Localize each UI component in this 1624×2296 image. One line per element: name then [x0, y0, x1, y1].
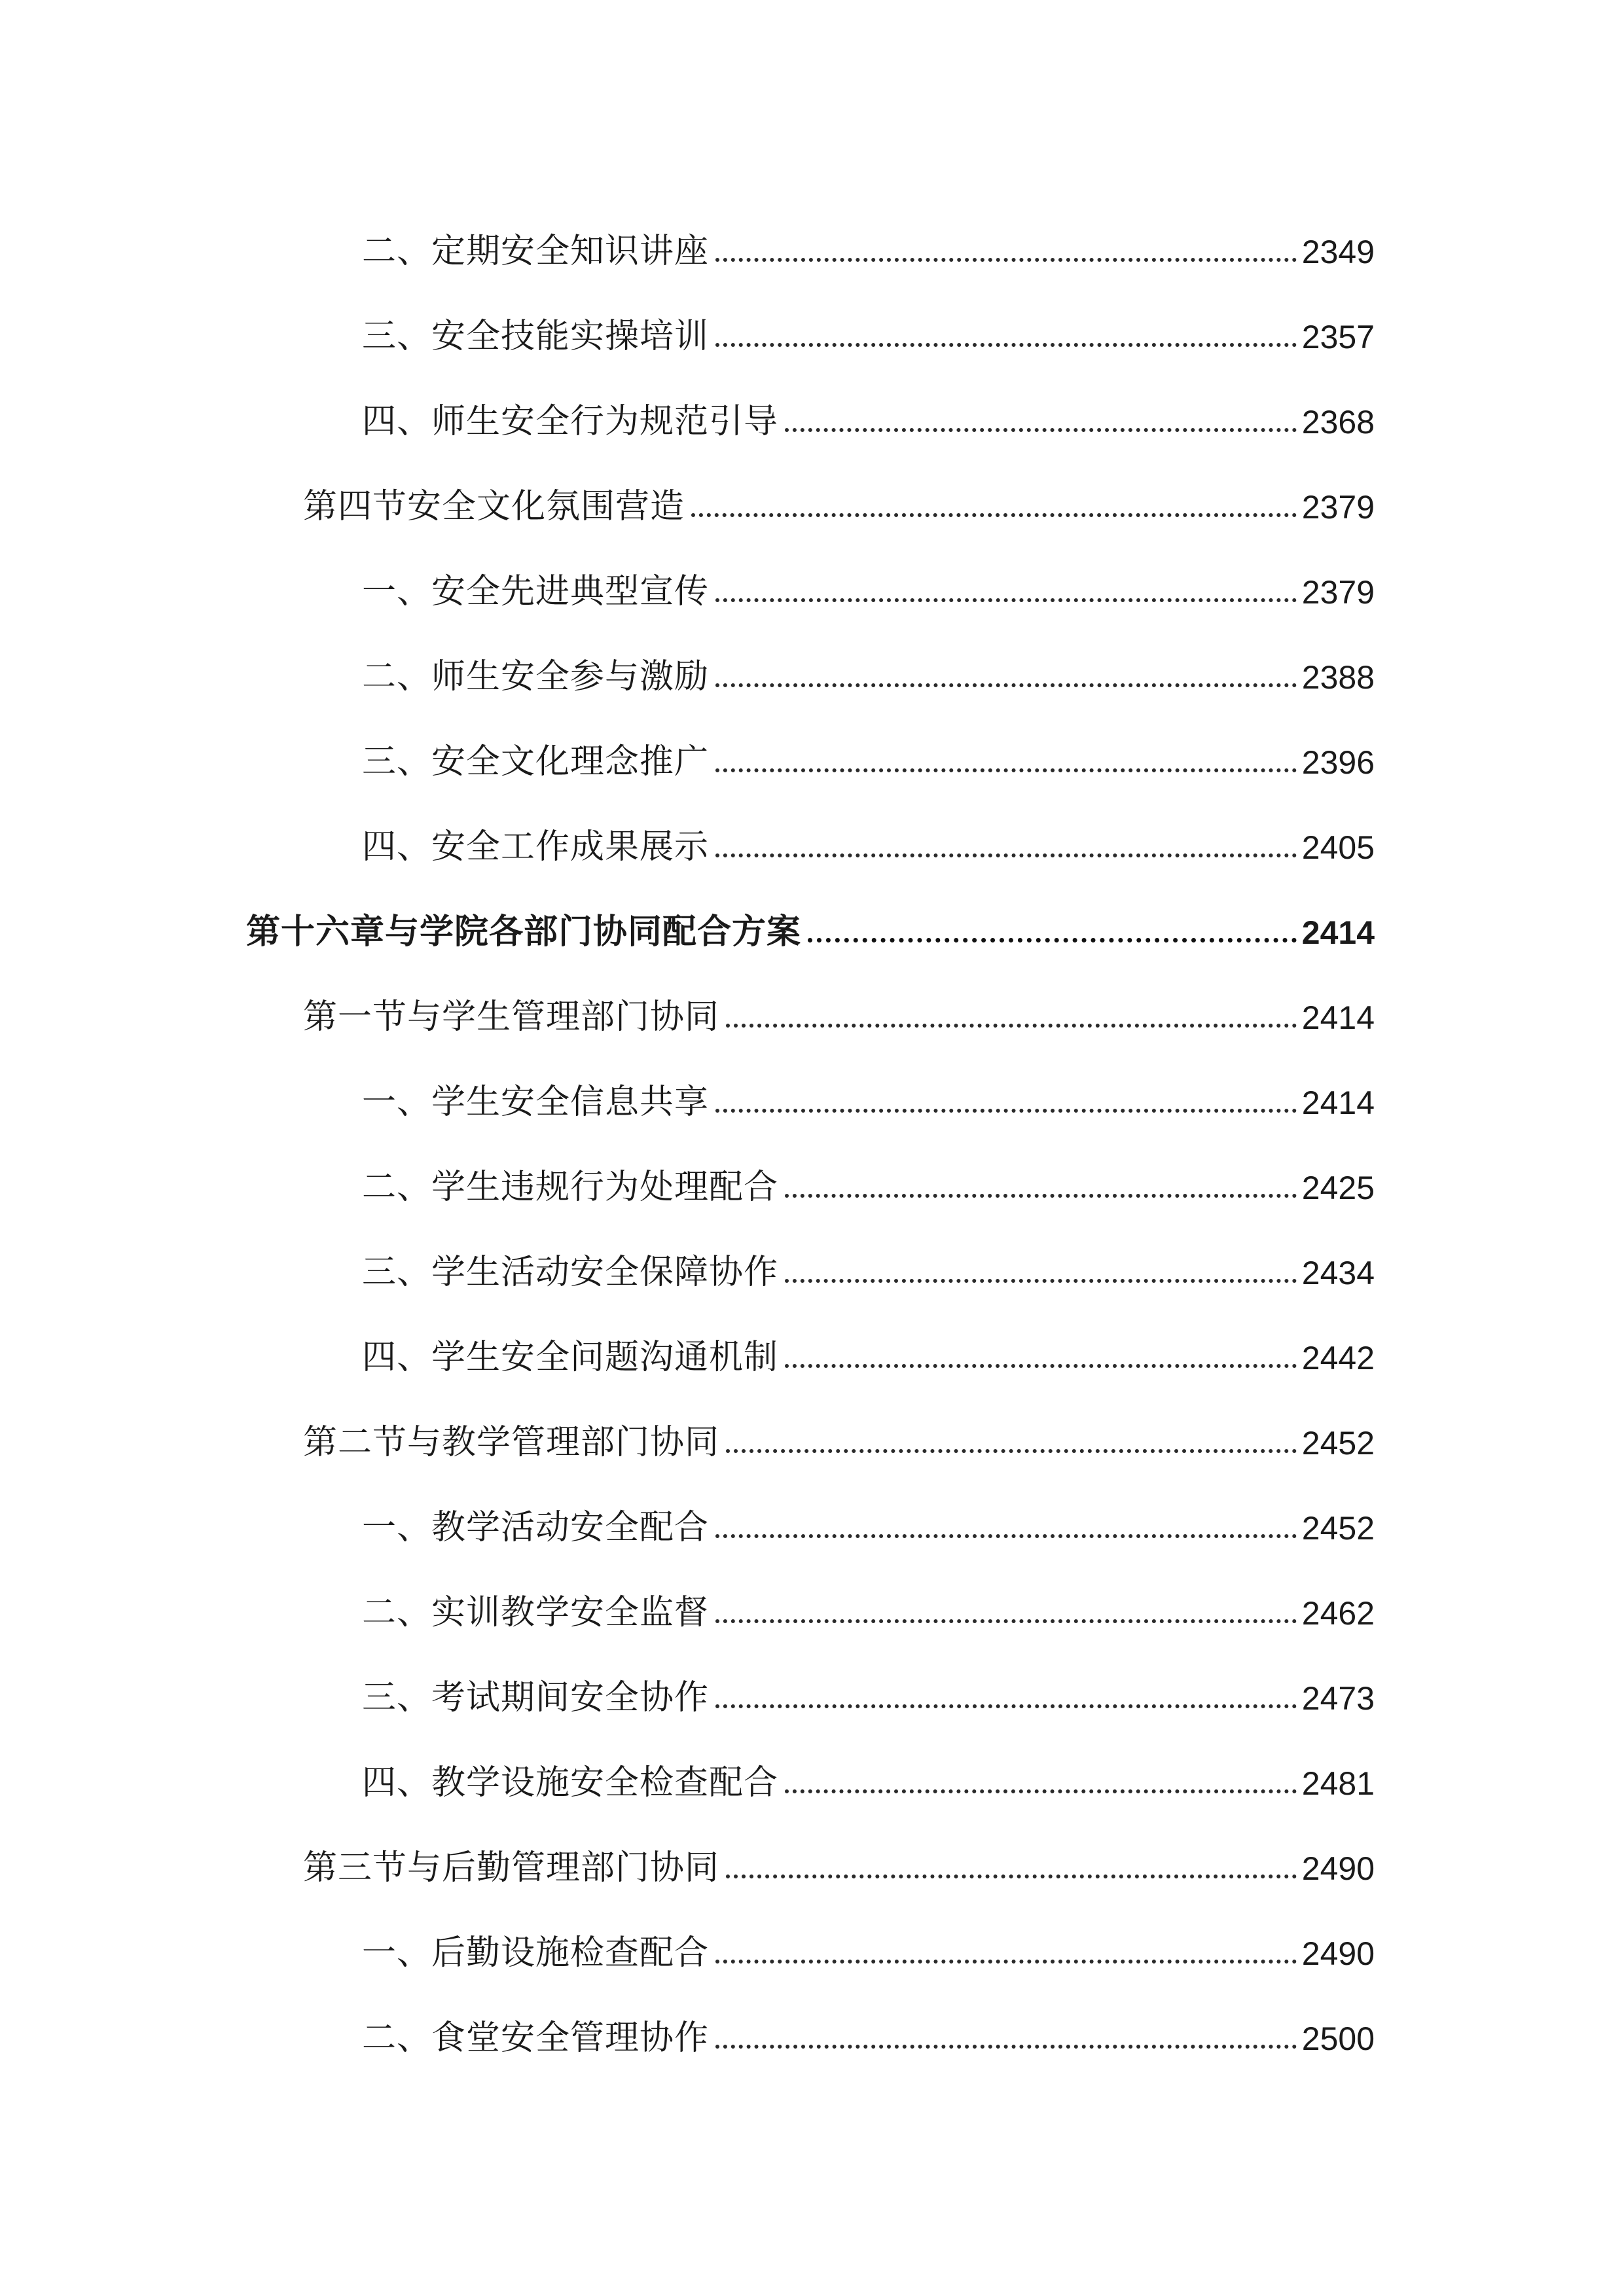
- toc-entry-title: 第十六章与学院各部门协同配合方案: [246, 912, 802, 952]
- toc-entry[interactable]: [303, 458, 1375, 524]
- toc-entry-title: 第二节与教学管理部门协同: [303, 1423, 720, 1462]
- toc-entry-title: 三、安全技能实操培训: [362, 317, 710, 356]
- toc-entry-title: 三、安全文化理念推广: [362, 742, 710, 781]
- toc-entry-page: 2425: [1301, 1170, 1375, 1206]
- toc-entry-title: 一、学生安全信息共享: [362, 1083, 710, 1122]
- toc-entry-title: 二、实训教学安全监督: [362, 1593, 710, 1632]
- toc-entry[interactable]: [362, 1224, 1375, 1292]
- toc-entry-page: 2452: [1301, 1425, 1375, 1462]
- toc-entry[interactable]: [362, 1139, 1375, 1207]
- toc-entry[interactable]: [303, 1820, 1375, 1888]
- toc-dot-leader: [785, 1194, 1297, 1198]
- toc-entry-title: 第四节安全文化氛围营造: [303, 487, 685, 526]
- toc-dot-leader: [715, 343, 1297, 347]
- toc-dot-leader: [726, 1024, 1297, 1028]
- toc-dot-leader: [715, 258, 1297, 262]
- toc-entry-title: 一、教学活动安全配合: [362, 1508, 710, 1547]
- toc-entry-title: 二、定期安全知识讲座: [362, 232, 710, 271]
- toc-dot-leader: [715, 768, 1297, 772]
- toc-entry[interactable]: [362, 1479, 1375, 1545]
- toc-entry-title: 第三节与后勤管理部门协同: [303, 1848, 720, 1888]
- toc-entry-page: 2396: [1301, 744, 1375, 781]
- toc-entry[interactable]: [362, 288, 1375, 356]
- toc-entry-page: 2388: [1301, 659, 1375, 696]
- toc-entry-title: 四、师生安全行为规范引导: [362, 402, 779, 441]
- toc-entry-title: 一、安全先进典型宣传: [362, 572, 710, 611]
- toc-entry-page: 2500: [1301, 2020, 1375, 2057]
- toc-entry-title: 二、学生违规行为处理配合: [362, 1168, 779, 1207]
- toc-dot-leader: [726, 1449, 1297, 1453]
- toc-dot-leader: [785, 1789, 1297, 1793]
- toc-entry[interactable]: [362, 1734, 1375, 1803]
- toc-dot-leader: [715, 1960, 1297, 1964]
- toc-dot-leader: [715, 1109, 1297, 1113]
- toc-entry-page: 2349: [1301, 234, 1375, 270]
- toc-dot-leader: [715, 598, 1297, 602]
- toc-entry-title: 三、考试期间安全协作: [362, 1678, 710, 1717]
- toc-entry[interactable]: [362, 1990, 1375, 2058]
- toc-entry-page: 2357: [1301, 319, 1375, 355]
- toc-entry[interactable]: [362, 713, 1375, 779]
- toc-entry[interactable]: [362, 1564, 1375, 1630]
- toc-dot-leader: [785, 1364, 1297, 1368]
- toc-dot-leader: [715, 1704, 1297, 1708]
- toc-entry-page: 2442: [1301, 1340, 1375, 1376]
- toc-dot-leader: [715, 853, 1297, 857]
- toc-entry-page: 2368: [1301, 404, 1375, 440]
- toc-dot-leader: [715, 2045, 1297, 2049]
- toc-entry-title: 第一节与学生管理部门协同: [303, 997, 720, 1037]
- toc-entry[interactable]: [362, 628, 1375, 694]
- toc-entry-title: 一、后勤设施检查配合: [362, 1933, 710, 1973]
- toc-entry-page: 2414: [1301, 1085, 1375, 1121]
- toc-entry-page: 2414: [1301, 999, 1375, 1036]
- toc-entry[interactable]: [303, 1394, 1375, 1460]
- toc-entry-page: 2405: [1301, 829, 1375, 866]
- toc-entry[interactable]: [362, 1054, 1375, 1122]
- toc-dot-leader: [691, 513, 1297, 517]
- toc-entry[interactable]: [362, 203, 1375, 271]
- toc-entry[interactable]: [362, 1905, 1375, 1973]
- toc-entry[interactable]: [303, 969, 1375, 1037]
- toc-entry-title: 二、食堂安全管理协作: [362, 2018, 710, 2058]
- toc-dot-leader: [726, 1874, 1297, 1878]
- toc-entry-page: 2452: [1301, 1510, 1375, 1547]
- toc-entry[interactable]: [362, 1309, 1375, 1377]
- toc-dot-leader: [808, 938, 1297, 942]
- toc-entry-title: 四、教学设施安全检查配合: [362, 1763, 779, 1803]
- toc-entry-page: 2490: [1301, 1850, 1375, 1887]
- toc-entry[interactable]: [362, 373, 1375, 439]
- toc-entry-page: 2379: [1301, 574, 1375, 611]
- toc-entry-page: 2481: [1301, 1765, 1375, 1802]
- toc-entry-page: 2379: [1301, 489, 1375, 526]
- toc-entry-title: 四、学生安全问题沟通机制: [362, 1338, 779, 1377]
- toc-entry[interactable]: [362, 1649, 1375, 1715]
- toc-entry-title: 三、学生活动安全保障协作: [362, 1253, 779, 1292]
- toc-entry-page: 2490: [1301, 1935, 1375, 1972]
- toc-entry-title: 四、安全工作成果展示: [362, 827, 710, 867]
- toc-entry[interactable]: [362, 798, 1375, 867]
- toc-dot-leader: [785, 428, 1297, 432]
- toc-dot-leader: [785, 1279, 1297, 1283]
- toc-entry-page: 2473: [1301, 1680, 1375, 1717]
- toc-dot-leader: [715, 1619, 1297, 1623]
- toc-entry-page: 2462: [1301, 1595, 1375, 1632]
- toc-dot-leader: [715, 1534, 1297, 1538]
- toc-dot-leader: [715, 683, 1297, 687]
- toc-entry[interactable]: [362, 543, 1375, 609]
- toc-entry-title: 二、师生安全参与激励: [362, 657, 710, 696]
- toc-entry-page: 2414: [1301, 914, 1375, 951]
- toc-entry-chapter[interactable]: [246, 884, 1375, 952]
- toc-entry-page: 2434: [1301, 1255, 1375, 1291]
